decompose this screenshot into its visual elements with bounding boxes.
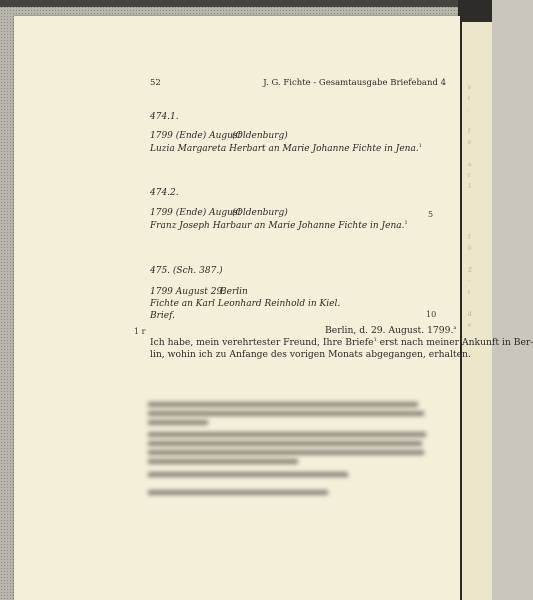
letter-line: lin, wohin ich zu Anfange des vorigen Monats abgegangen, erhalten.: [150, 349, 471, 360]
entry-date: 1799 (Ende) August: [150, 208, 242, 218]
letter-line: Ich habe, mein verehrtester Freund, Ihre Briefe$^1$ erst nach meiner Ankunft in Ber-: [150, 337, 533, 349]
entry-id: 474.2.: [150, 188, 179, 198]
running-title: J. G. Fichte - Gesamtausgabe Briefeband 4: [263, 78, 446, 88]
footnote-block: [148, 428, 428, 468]
entry-line: Fichte an Karl Leonhard Reinhold in Kiel.: [150, 299, 341, 309]
entry-place: (Oldenburg): [232, 208, 288, 218]
top-band: [0, 0, 492, 7]
letter-dateline: Berlin, d. 29. August. 1799.$^a$: [325, 325, 457, 337]
entry-kind: Brief.: [150, 311, 175, 321]
entry-place: (Oldenburg): [232, 131, 288, 141]
facing-page: s r . f e a r 1 f ö Z · r d e: [462, 22, 492, 600]
line-number: 10: [426, 310, 437, 319]
page-number: 52: [150, 78, 161, 88]
folio-marker: 1 r: [134, 327, 146, 336]
entry-place: Berlin: [220, 287, 248, 297]
entry-line: Luzia Margareta Herbart an Marie Johanne Fichte in Jena.$^1$: [150, 143, 422, 154]
entry-date: 1799 (Ende) August: [150, 131, 242, 141]
footnote-block: [148, 486, 428, 499]
entry-id: 474.1.: [150, 112, 179, 122]
entry-id: 475. (Sch. 387.): [150, 266, 223, 276]
line-number: 5: [428, 210, 434, 219]
entry-line: Franz Joseph Harbaur an Marie Johanne Fichte in Jena.$^1$: [150, 220, 408, 231]
footnote-block: [148, 398, 428, 429]
entry-date: 1799 August 29.: [150, 287, 226, 297]
footnote-block: [148, 468, 428, 481]
